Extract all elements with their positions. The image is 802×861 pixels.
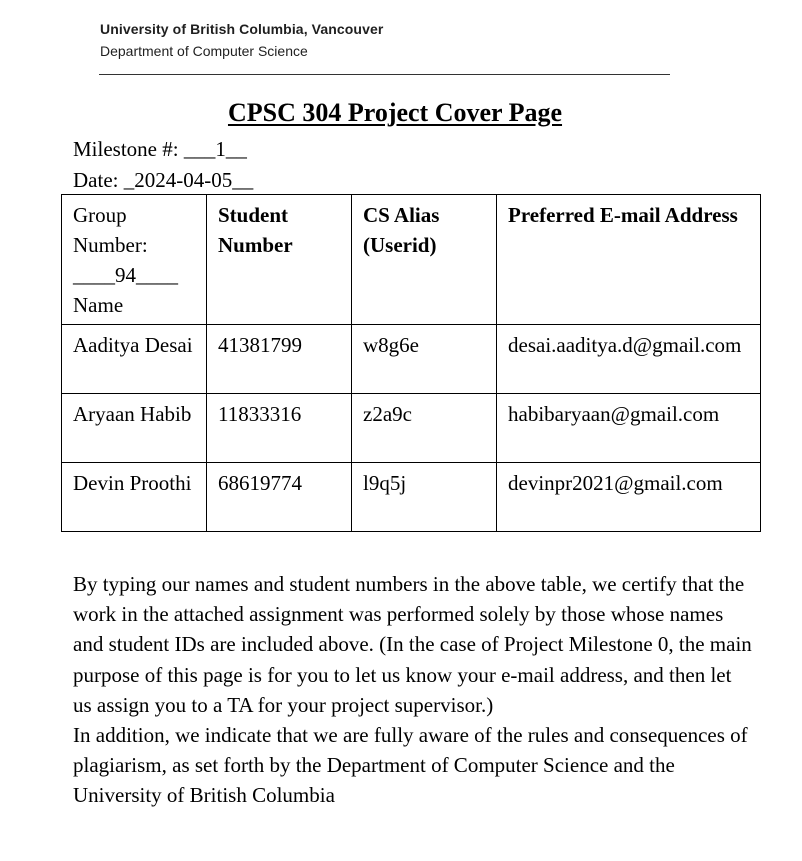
university-name: University of British Columbia, Vancouver [100,21,384,37]
letterhead [100,18,383,62]
member-email: desai.aaditya.d@gmail.com [497,325,761,394]
certification-paragraph: By typing our names and student numbers in the above table, we certify that the work in the attached assignment was performed solely by those whose names and student IDs are included above. (In the case of Project Milestone 0, the main purpose of this page is for you to let us know your e-mail address, and then let us assign you to a TA for your project supervisor.) [73,572,752,717]
member-name: Devin Proothi [62,463,207,532]
member-alias: w8g6e [352,325,497,394]
member-email: habibaryaan@gmail.com [497,394,761,463]
table-row [62,394,761,463]
department-name: Department of Computer Science [100,43,308,59]
name-column-label: Name [73,293,124,317]
group-number-value: ____94____ [73,263,178,287]
group-header-cell [62,195,207,325]
table-row [62,325,761,394]
group-number-label: Group Number: [73,203,148,257]
student-number-header: Student Number [207,195,352,325]
member-student-number: 11833316 [207,394,352,463]
email-header: Preferred E-mail Address [497,195,761,325]
member-student-number: 68619774 [207,463,352,532]
table-header-row [62,195,761,325]
milestone-line: Milestone #: ___1__ [73,137,247,161]
member-name: Aaditya Desai [62,325,207,394]
plagiarism-paragraph: In addition, we indicate that we are fully aware of the rules and consequences of plagiarism, as set forth by the Department of Computer Science and the University of British Columbia [73,723,748,808]
member-alias: l9q5j [352,463,497,532]
group-members-table [61,194,761,532]
date-line: Date: _2024-04-05__ [73,168,254,192]
page-title: CPSC 304 Project Cover Page [227,98,563,127]
certification-statement [73,569,753,811]
table-row [62,463,761,532]
member-alias: z2a9c [352,394,497,463]
member-email: devinpr2021@gmail.com [497,463,761,532]
header-divider [99,74,670,75]
member-student-number: 41381799 [207,325,352,394]
cs-alias-header: CS Alias (Userid) [352,195,497,325]
member-name: Aryaan Habib [62,394,207,463]
